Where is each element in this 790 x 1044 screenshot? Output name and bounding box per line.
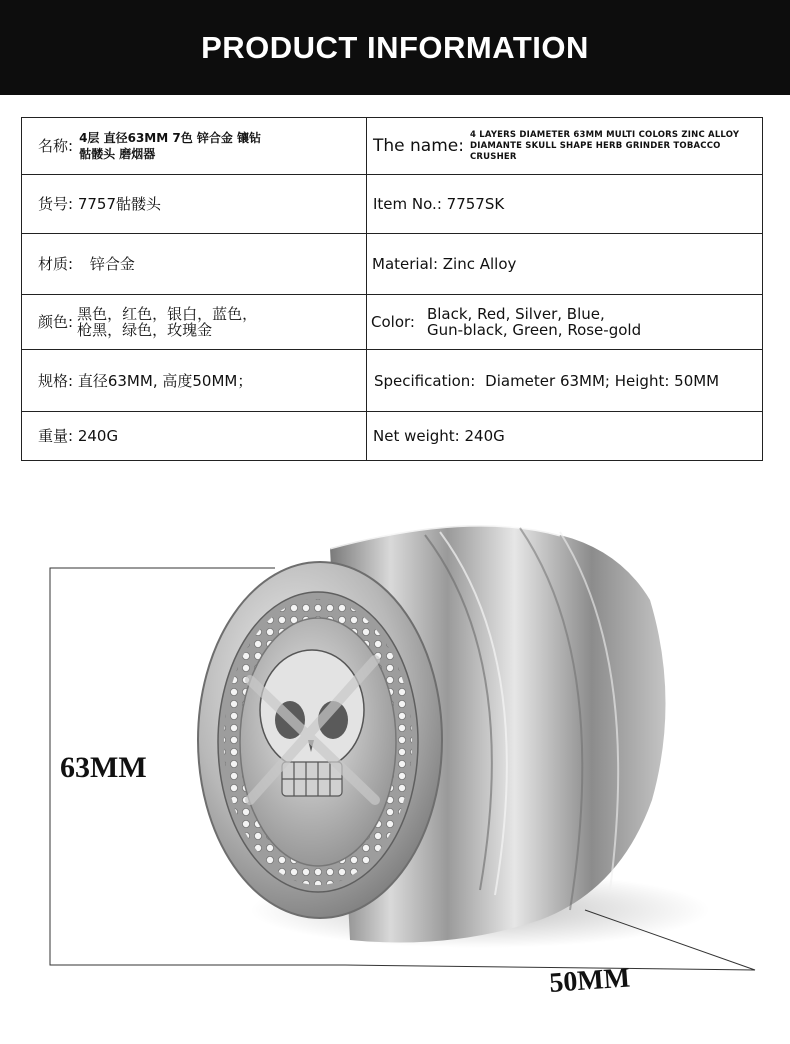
en-item-label: Item No.: (373, 195, 442, 213)
cn-weight-cell (22, 412, 367, 461)
en-weight-cell (367, 412, 763, 461)
cn-name-value-line2: 骷髅头 磨烟器 (79, 147, 156, 161)
en-item-cell (367, 175, 763, 234)
cn-item-value: 7757骷髅头 (77, 195, 162, 213)
cn-spec-value: 直径63MM, 高度50MM； (77, 371, 253, 390)
en-name-value-line1: 4 LAYERS DIAMETER 63MM MULTI COLORS ZINC ALLOY (469, 129, 740, 140)
spec-row-material (22, 234, 763, 295)
cn-material-value: 锌合金 (89, 255, 135, 273)
cn-item-label: 货号: (38, 195, 74, 213)
en-spec-label: Specification: (374, 371, 476, 390)
product-photo (0, 470, 790, 1044)
en-item-value: 7757SK (446, 195, 505, 213)
en-color-cell (367, 295, 763, 350)
cn-name-label: 名称: (38, 137, 74, 155)
cn-color-value-line1: 黑色，红色，银白，蓝色， (77, 305, 258, 323)
cn-item-cell (22, 175, 367, 234)
en-color-value-line2: Gun-black, Green, Rose-gold (426, 321, 642, 339)
diameter-label: 63MM (60, 751, 147, 784)
cn-material-label: 材质: (38, 255, 74, 273)
spec-table (21, 117, 763, 461)
height-label: 50MM (548, 962, 632, 999)
en-color-label: Color: (371, 313, 415, 331)
spec-row-name (22, 118, 763, 175)
en-spec-cell (367, 350, 763, 412)
spec-row-item-no (22, 175, 763, 234)
cn-color-cell (22, 295, 367, 350)
spec-row-color (22, 295, 763, 350)
en-material-cell (367, 234, 763, 295)
en-spec-value: Diameter 63MM; Height: 50MM (485, 371, 720, 390)
en-material-label: Material: (372, 255, 438, 273)
cn-color-value-line2: 枪黑，绿色，玫瑰金 (77, 321, 213, 339)
cn-material-cell (22, 234, 367, 295)
cn-color-label: 颜色: (38, 313, 74, 331)
cn-spec-cell (22, 350, 367, 412)
cn-name-cell (22, 118, 367, 175)
en-weight-value: 240G (464, 427, 505, 445)
page-header (0, 0, 790, 95)
en-name-cell (367, 118, 763, 175)
cn-weight-label: 重量: (38, 427, 74, 445)
cn-weight-value: 240G (77, 427, 119, 445)
en-name-value-line2: DIAMANTE SKULL SHAPE HERB GRINDER TOBACCO CRUSHER (469, 140, 721, 162)
header-title: PRODUCT INFORMATION (201, 29, 589, 65)
spec-row-specification (22, 350, 763, 412)
en-color-value-line1: Black, Red, Silver, Blue, (426, 305, 605, 323)
en-weight-label: Net weight: (373, 427, 460, 445)
spec-row-weight (22, 412, 763, 461)
en-material-value: Zinc Alloy (442, 255, 517, 273)
cn-spec-label: 规格: (38, 371, 74, 390)
en-name-label: The name: (373, 136, 464, 156)
cn-name-value-line1: 4层 直径63MM 7色 锌合金 镶钻 (79, 131, 262, 145)
